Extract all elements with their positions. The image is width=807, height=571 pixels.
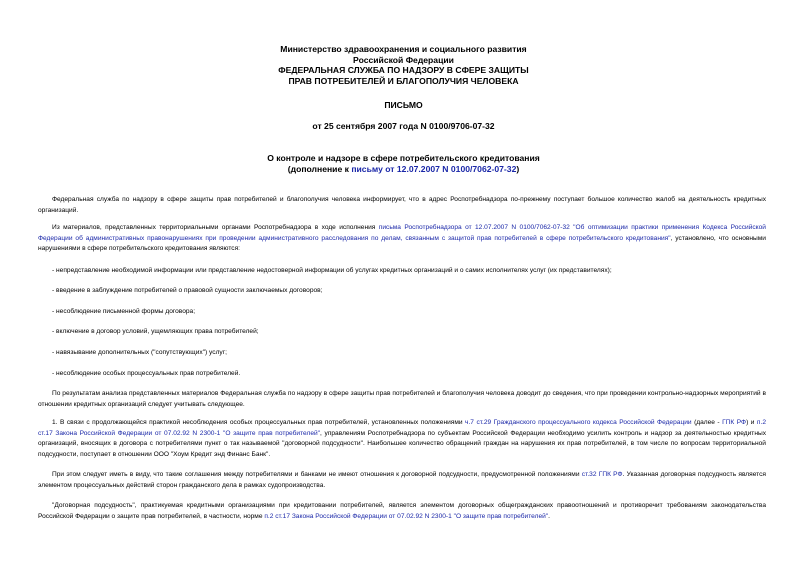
document-date-number: от 25 сентября 2007 года N 0100/9706-07-32	[312, 121, 495, 131]
gpk-rf-link[interactable]: ГПК РФ	[722, 419, 747, 426]
supplement-prefix: (дополнение к	[287, 163, 352, 174]
consumer-protection-law-link[interactable]: п.2 ст.17 Закона Российской Федерации от 07.02.92 N 2300-1 "О защите прав потребителей"	[264, 512, 549, 520]
violation-item	[38, 348, 766, 359]
violation-item	[38, 369, 766, 380]
subject-supplement	[0, 164, 807, 175]
document-type: ПИСЬМО	[384, 100, 423, 110]
paragraph-agreements	[38, 470, 766, 491]
paragraph-analysis	[38, 389, 766, 410]
list-item: - включение в договор условий, ущемляющих права потребителей;	[52, 328, 259, 335]
supplement-suffix: )	[516, 163, 520, 174]
paragraph-text: (далее -	[691, 419, 723, 426]
list-item: - непредставление необходимой информации или представление недостоверной информации об услугах кредитных организаций и о самих исполнителях услуг (их представителях);	[52, 267, 612, 274]
paragraph-text: . Указанная договорная подсудность является элементом процессуальных действий сторон гражданского дела в рамках судопроизводства.	[38, 471, 766, 489]
list-item: - несоблюдение особых процессуальных прав потребителей.	[52, 370, 241, 377]
paragraph-text: , установлено, что основными нарушениями в сфере потребительского кредитования являются:	[38, 234, 766, 253]
rospotrebnadzor-letter-link[interactable]: письма Роспотребнадзора от 12.07.2007 N 0100/7062-07-32 "Об оптимизации практики применения Кодекса Российской Федерации об административных правонарушениях при проведении административного расследования по делам, связанным с защитой прав потребителей в сфере потребительского кредитования"	[38, 224, 766, 242]
paragraph-point-1	[38, 418, 766, 460]
service-name-line1: ФЕДЕРАЛЬНАЯ СЛУЖБА ПО НАДЗОРУ В СФЕРЕ ЗАЩИТЫ	[278, 65, 529, 75]
paragraph-text: По результатам анализа представленных материалов Федеральная служба по надзору в сфере защиты прав потребителей и благополучия человека доводит до сведения, что при проведении контрольно-надзорных мероприятий в отношении кредитных организаций следует учитывать следующее.	[38, 390, 766, 408]
paragraph-text: 1. В связи с продолжающейся практикой несоблюдения особых процессуальных прав потребителей, установленных положениями	[52, 419, 466, 426]
ministry-name: Министерство здравоохранения и социального развития	[280, 44, 527, 54]
paragraph-intro	[38, 195, 766, 216]
subject-title: О контроле и надзоре в сфере потребительского кредитования	[267, 153, 540, 163]
paragraph-text: .	[548, 512, 551, 520]
violation-item	[38, 266, 766, 277]
paragraph-text: Федеральная служба по надзору в сфере защиты прав потребителей и благополучия человека информирует, что в адрес Роспотребнадзора по-прежнему поступает большое количество жалоб на деятельность кредитных организаций.	[38, 196, 766, 214]
supplement-letter-link[interactable]: письму от 12.07.2007 N 0100/7062-07-32	[351, 163, 517, 174]
gpk-article-32-link[interactable]: ст.32 ГПК РФ	[581, 471, 623, 478]
country-name: Российской Федерации	[353, 54, 454, 65]
list-item: - несоблюдение письменной формы договора;	[52, 308, 196, 315]
paragraph-contract-jurisdiction	[38, 501, 766, 522]
paragraph-text: Из материалов, представленных территориальными органами Роспотребнадзора в ходе исполнения	[52, 224, 379, 231]
paragraph-text: При этом следует иметь в виду, что такие соглашения между потребителями и банками не имеют отношения к договорной подсудности, предусмотренной положениями	[52, 471, 582, 478]
document-subject	[0, 153, 807, 174]
consumer-protection-law-link[interactable]: п.2 ст.17 Закона Российской Федерации от 07.02.92 N 2300-1 "О защите прав потребителей"	[38, 419, 766, 437]
list-item: - навязывание дополнительных ("сопутствующих") услуг;	[52, 349, 227, 356]
list-item: - введение в заблуждение потребителей о правовой сущности заключаемых договоров;	[52, 287, 323, 294]
paragraph-findings	[38, 223, 766, 255]
violation-item	[38, 327, 766, 338]
paragraph-text: ) и	[746, 419, 757, 426]
paragraph-text: , управлениям Роспотребнадзора по субъектам Российской Федерации необходимо усилить контроль и надзор за деятельностью кредитных организаций, вносящих в договора с потребителями пункт о так называемой "договорной подсудности". Наибольшее количество обращений граждан на нарушения их прав потребителей, в том числе по вопросам территориальной подсудности, поступает в отношении ООО "Хоум Кредит энд Финанс Банк".	[38, 429, 766, 458]
paragraph-text: "Договорная подсудность", практикуемая кредитными организациями при кредитовании потребителей, является элементом договорных общегражданских правоотношений и противоречит требованиям законодательства Российской Федерации о защите прав потребителей, в частности, норме	[38, 502, 766, 520]
service-name-line2: ПРАВ ПОТРЕБИТЕЛЕЙ И БЛАГОПОЛУЧИЯ ЧЕЛОВЕКА	[288, 75, 519, 86]
violation-item	[38, 307, 766, 318]
document-header	[0, 44, 807, 86]
gpk-article-29-link[interactable]: ч.7 ст.29 Гражданского процессуального кодекса Российской Федерации	[465, 419, 692, 426]
violation-item	[38, 286, 766, 297]
